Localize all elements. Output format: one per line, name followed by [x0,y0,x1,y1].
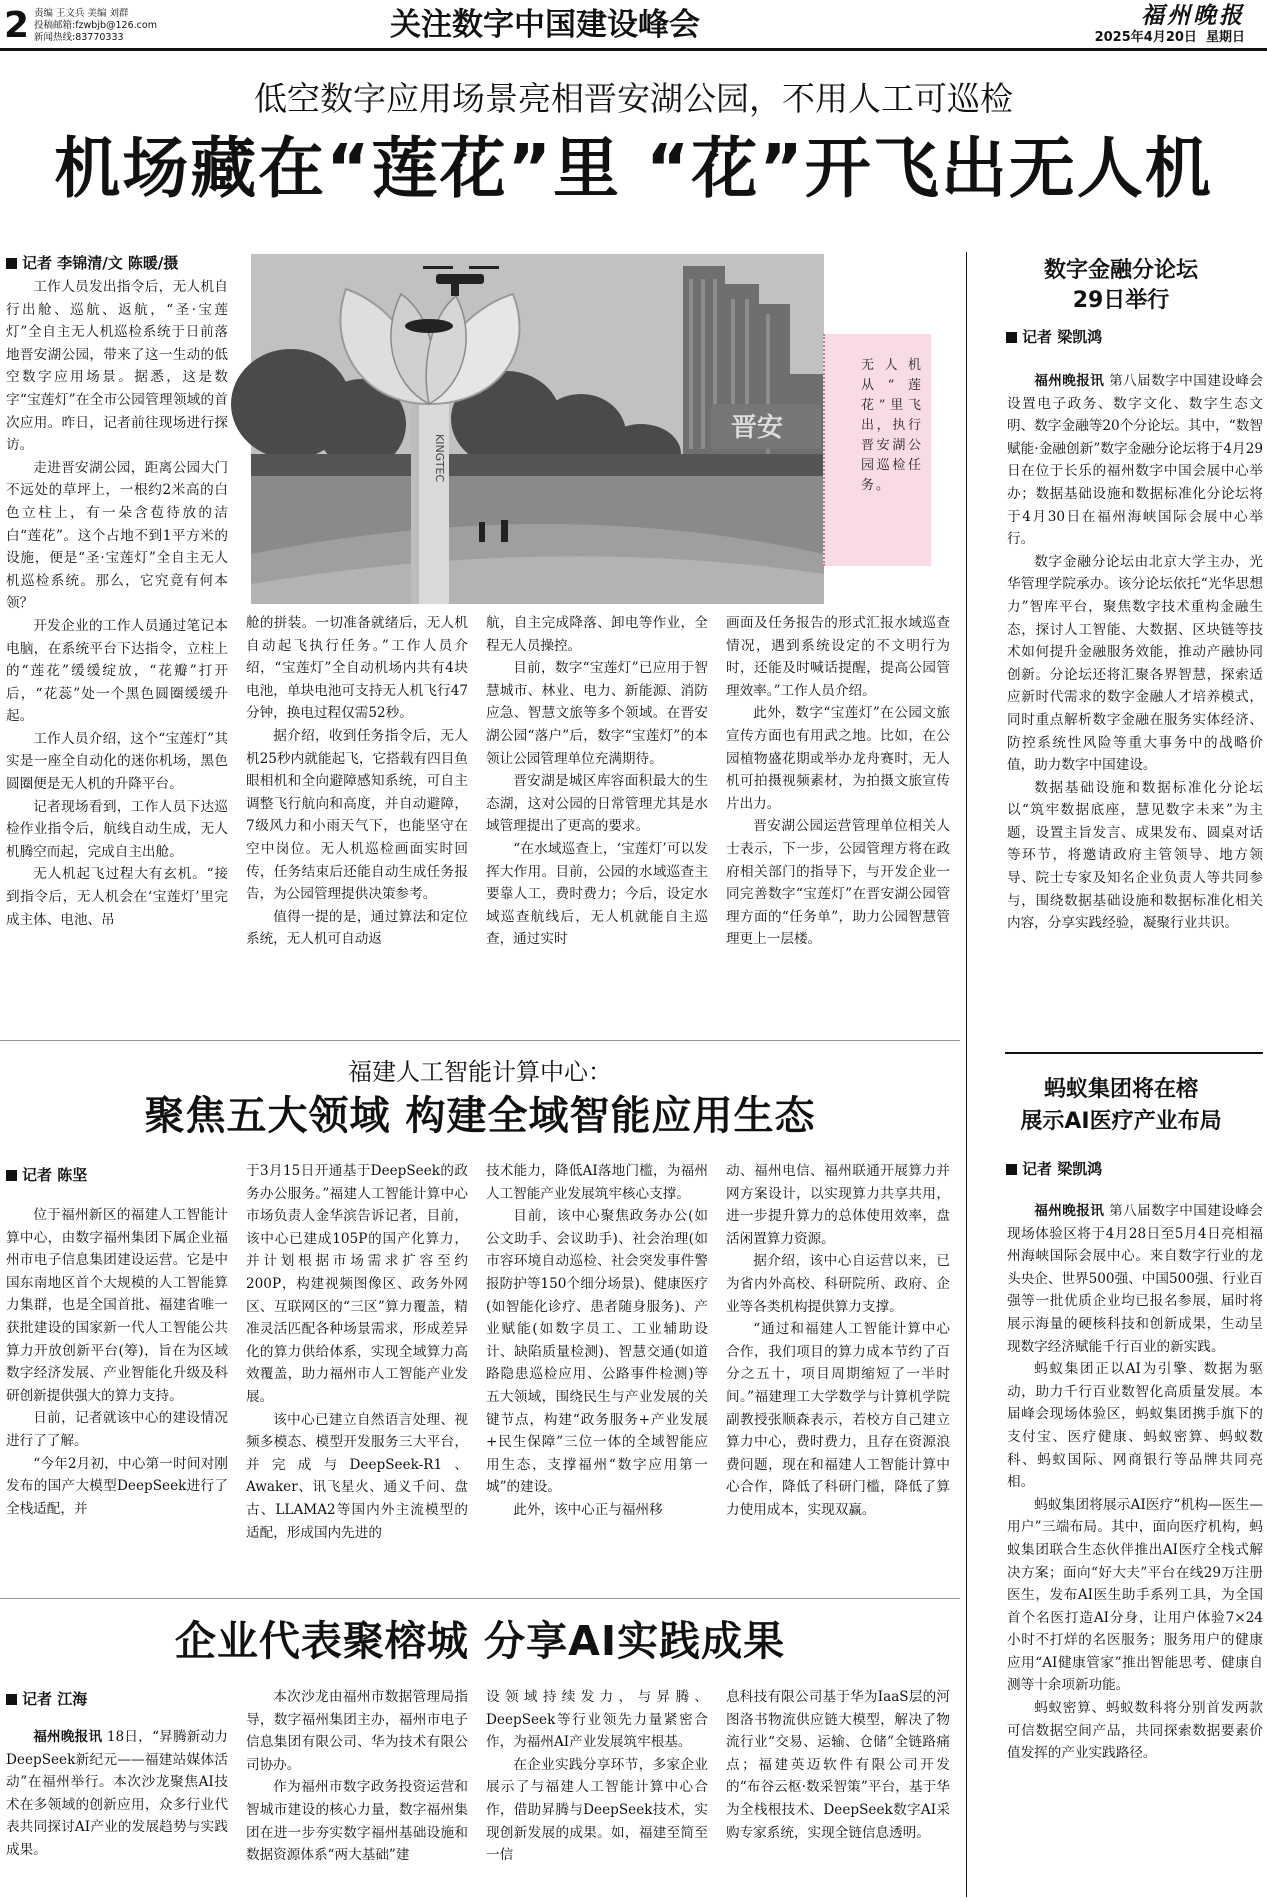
paragraph: 舱的拼装。一切准备就绪后，无人机自动起飞执行任务。”工作人员介绍，“宝莲灯”全自动机场内共有4块电池，单块电池可支持无人机飞行47分钟，换电过程仅需52秒。 [246,615,468,722]
sidebar2-headline [975,1074,1267,1138]
paragraph: 日前，记者就该中心的建设情况进行了了解。 [6,1410,228,1449]
weekday-text: 星期日 [1205,30,1245,45]
paragraph: 作为福州市数字政务投资运营和智城市建设的核心力量，数字福州集团在进一步夯实数字福州基础设施和数据资源体系“两大基础”建 [246,1779,468,1864]
article2-headline: 聚焦五大领域 构建全域智能应用生态 [144,1093,816,1139]
sidebar1-body [1007,370,1263,1038]
article3-col1 [6,1726,228,1896]
editors-line: 责编 王文兵 美编 刘群 [34,8,129,19]
paragraph: 技术能力，降低AI落地门槛，为福州人工智能产业发展筑牢核心支撑。 [486,1163,708,1202]
paragraph: 息科技有限公司基于华为IaaS层的河图洛书物流供应链大模型，解决了物流行业“交易、运输、仓储”全链路痛点；福建英迈软件有限公司开发的“布谷云枢·数采智策”平台，基于华为全栈根技术、DeepSeek数字AI采购专家系统，实现全链信息透明。 [726,1689,950,1841]
paragraph [1007,1200,1263,1358]
article2-byline [6,1164,87,1185]
date-text: 2025年4月20日 [1094,30,1197,45]
page-number: 2 [4,5,30,46]
article3-headline: 企业代表聚榕城 分享AI实践成果 [174,1617,786,1665]
sidebar2-headline-line2: 展示AI医疗产业布局 [1020,1109,1222,1134]
paragraph: “在水域巡查上，‘宝莲灯’可以发挥大作用。目前，公园的水域巡查主要靠人工，费时费力；今后，设定水域巡查航线后，无人机就能自主巡查，通过实时 [486,840,708,948]
byline-square [6,258,17,269]
lead-text: 第八届数字中国建设峰会现场体验区将于4月28日至5月4日亮相福州海峡国际会展中心。来自数字行业的龙头央企、世界500强、中国500强、行业百强等一批优质企业均已报名参展，届时将展示海量的硬核科技和创新成果，生动呈现数字经济赋能千行百业的新实践。 [1007,1203,1264,1355]
masthead-rule [0,48,1267,51]
paragraph [6,1726,228,1862]
paragraph: 此外，该中心正与福州移 [513,1501,663,1518]
byline-text: 记者 梁凯鸿 [1022,1160,1103,1178]
paragraph: 据介绍，收到任务指令后，无人机25秒内就能起飞，它搭载有四目鱼眼相机和全向避障感知系统，可自主调整飞行航向和高度，并自动避障，7级风力和小雨天气下，也能坚守在空中岗位。无人机巡检画面实时回传，任务结束后还能自动生成任务报告，为公园管理提供决策参考。 [246,727,468,903]
paragraph: 开发企业的工作人员通过笔记本电脑，在系统平台下达指令，立柱上的“莲花”缓缓绽放，“花瓣”打开后，“花蕊”处一个黑色圆圈缓缓升起。 [6,617,228,725]
paragraph: 据介绍，该中心自运营以来，已为省内外高校、科研院所、政府、企业等各类机构提供算力支撑。 [726,1253,950,1315]
paragraph: 蚂蚁密算、蚂蚁数科将分别首发两款可信数据空间产品，共同探索数据要素价值发挥的产业实践路径。 [1007,1700,1263,1762]
byline-square [1006,1164,1017,1175]
paragraph: 记者现场看到，工作人员下达巡检作业指令后，航线自动生成，无人机腾空而起，完成自主出舱。 [6,798,228,860]
column-rule [966,252,967,1897]
article1-byline [6,252,178,273]
paragraph: 目前，数字“宝莲灯”已应用于智慧城市、林业、电力、新能源、消防应急、智慧文旅等多个领域。在晋安湖公园“落户”后，数字“宝莲灯”的本领让公园管理单位充满期待。 [486,660,708,767]
paragraph: “今年2月初，中心第一时间对刚发布的国产大模型DeepSeek进行了全栈适配，并 [6,1455,228,1517]
paragraph: 晋安湖是城区库容面积最大的生态湖，这对公园的日常管理尤其是水域管理提出了更高的要求。 [486,773,708,835]
paragraph: 本次沙龙由福州市数据管理局指导，数字福州集团主办，福州市电子信息集团有限公司、华为技术有限公司协办。 [246,1689,468,1773]
lead-text: 18日，“昇腾新动力 DeepSeek新纪元——福建站媒体活动”在福州举行。本次沙龙聚焦AI技术在多领域的创新应用，众多行业代表共同探讨AI产业的发展趋势与实践成果。 [6,1729,229,1858]
lead-source: 福州晚报讯 [1034,1203,1105,1219]
paragraph: 晋安湖公园运营管理单位相关人士表示，下一步，公园管理方将在政府相关部门的指导下，与开发企业一同完善数字“宝莲灯”在晋安湖公园管理方面的“任务单”，助力公园智慧管理更上一层楼。 [726,818,950,948]
email-line: 投稿邮箱:fzwbjb@126.com [34,20,157,31]
svg-text:KINGTEC: KINGTEC [433,434,446,483]
paragraph: 值得一提的是，通过算法和定位系统，无人机可自动返 [246,908,468,948]
sidebar2-headline-line1: 蚂蚁集团将在榕 [1043,1077,1198,1102]
sidebar-divider [1005,1052,1263,1054]
article1-col1 [6,276,228,928]
paragraph [1007,370,1263,551]
article2-col4 [726,1160,950,1580]
paragraph: “通过和福建人工智能计算中心合作，我们项目的算力成本节约了百分之五十，项目周期缩短了一半时间。”福建理工大学数学与计算机学院副教授张顺森表示，若校方自己建立算力中心，费时费力，且存在资源浪费问题，现在和福建人工智能计算中心合作，降低了科研门槛，降低了算力使用成本，实现双赢。 [726,1321,950,1518]
paragraph: 位于福州新区的福建人工智能计算中心，由数字福州集团下属企业福州市电子信息集团建设运营。它是中国东南地区首个大规模的人工智能算力集群，也是全国首批、福建省唯一获批建设的国家新一代人工智能公共算力开放创新平台(筹)，旨在为区域数字经济发展、产业智能化升级及科研创新提供强大的算力支持。 [6,1207,228,1404]
paragraph: 数据基础设施和数据标准化分论坛以“筑牢数据底座，慧见数字未来”为主题，设置主旨发言、成果发布、圆桌对话等环节，将邀请政府主管领导、地方领导、院士专家及知名企业负责人等共同参与，围绕数据基础设施和数据标准化相关内容，分享实践经验，凝聚行业共识。 [1007,779,1263,932]
paragraph: 工作人员介绍，这个“宝莲灯”其实是一座全自动化的迷你机场，黑色圆圈便是无人机的升降平台。 [6,730,228,793]
landing-platform [405,319,453,333]
article3-top-rule [0,1598,960,1599]
article1-col4 [726,612,950,948]
byline-square [1006,332,1017,343]
article1-photo [251,254,824,604]
sidebar1-headline [975,256,1267,316]
byline-text: 记者 江海 [22,1690,88,1708]
section-title: 关注数字中国建设峰会 [390,7,700,43]
paragraph: 蚂蚁集团将展示AI医疗“机构—医生—用户”三端布局。其中，面向医疗机构，蚂蚁集团联合生态伙伴推出AI医疗全栈式解决方案；面向“好大夫”平台在线29万注册医生，发布AI医生助手系列工具，为全国首个名医打造AI分身，让用户体验7×24小时不打烊的名医服务；服务用户的健康应用“AI健康管家”推出智能思考、健康自测等十余项新功能。 [1007,1496,1263,1694]
paragraph: 走进晋安湖公园，距离公园大门不远处的草坪上，一根约2米高的白色立柱上，有一朵含苞待放的洁白“莲花”。这个占地不到1平方米的设施，便是“圣·宝莲灯”全自主无人机巡检系统。那么，它究竟有何本领？ [6,459,228,612]
paragraph: 工作人员发出指令后，无人机自行出舱、巡航、返航，“圣·宝莲灯”全自主无人机巡检系统于日前落地晋安湖公园，带来了这一生动的低空数字应用场景。据悉，这是数字“宝莲灯”在全市公园管理领域的首次应用。昨日，记者前往现场进行探访。 [6,279,228,454]
article2-col1 [6,1204,228,1580]
byline-text: 记者 李锦清/文 陈暖/摄 [22,254,179,272]
photo-caption-box [823,334,931,566]
byline-square [6,1170,17,1181]
lead-source: 福州晚报讯 [1034,373,1105,389]
paragraph: 于3月15日开通基于DeepSeek的政务办公服务。”福建人工智能计算中心市场负责人金华滨告诉记者，目前，该中心已建成105P的国产化算力，并计划根据市场需求扩容至约200P，构建视频图像区、政务外网区、互联网区的“三区”算力覆盖，精准灵活匹配各种场景需求，形成差异化的算力供给体系，实现全域算力高效覆盖，助力福州市人工智能产业发展。 [246,1163,468,1405]
article3-col2 [246,1686,468,1896]
photo-caption: 无人机从“莲花”里飞出，执行晋安湖公园巡检任务。 [861,358,923,493]
article2-col2 [246,1160,468,1580]
article1-col2 [246,612,468,948]
issue-date [1095,30,1245,46]
paragraph: 航，自主完成降落、卸电等作业，全程无人员操控。 [486,615,708,654]
article3-col3 [486,1686,708,1896]
article3-col4 [726,1686,950,1896]
paper-name-logo: 福州晚报 [1141,2,1245,29]
paragraph: 此外，数字“宝莲灯”在公园文旅宣传方面也有用武之地。比如，在公园植物盛花期或举办龙舟赛时，无人机可拍摄视频素材，为拍摄文旅宣传片出力。 [726,705,950,812]
article1-col3 [486,612,708,948]
byline-text: 记者 梁凯鸿 [1022,328,1103,346]
paragraph: 动、福州电信、福州联通开展算力并网方案设计，以实现算力共享共用，进一步提升算力的总体使用效率，盘活闲置算力资源。 [726,1163,950,1247]
article2-kicker: 福建人工智能计算中心： [348,1058,612,1086]
paragraph: 无人机起飞过程大有玄机。“接到指令后，无人机会在‘宝莲灯’里完成主体、电池、吊 [6,866,228,928]
article2-col3 [486,1160,708,1580]
hotline-line: 新闻热线:83770333 [34,32,124,43]
paragraph: 画面及任务报告的形式汇报水域巡查情况，遇到系统设定的不文明行为时，还能及时喊话提醒，提高公园管理效率。”工作人员介绍。 [726,615,950,699]
article1-kicker: 低空数字应用场景亮相晋安湖公园，不用人工可巡检 [254,79,1013,118]
paragraph: 数字金融分论坛由北京大学主办，光华管理学院承办。该分论坛依托“光华思想力”智库平台，聚焦数字技术重构金融生态，探讨人工智能、大数据、区块链等技术如何提升金融服务效能，推动产融协同创新。分论坛还将汇聚各界智慧，探索适应新时代需求的数字金融人才培养模式，同时重点解析数字金融在服务实体经济、防控系统性风险等重大事务中的战略价值，助力数字中国建设。 [1007,553,1263,774]
paragraph: 在企业实践分享环节，多家企业展示了与福建人工智能计算中心合作，借助昇腾与DeepSeek技术，实现创新发展的成果。如，福建至简至一信 [486,1756,708,1864]
sidebar1-headline-line2: 29日举行 [1072,288,1170,313]
sidebar1-headline-line1: 数字金融分论坛 [1043,258,1198,283]
paragraph: 目前，该中心聚焦政务办公(如公文助手、会议助手)、社会治理(如市容环境自动巡检、社会突发事件警报防护等150个细分场景)、健康医疗(如智能化诊疗、患者随身服务)、产业赋能(如数字员工、工业辅助设计、缺陷质量检测)、智慧交通(如道路隐患巡检应用、公路事件检测)等五大领域，围绕民生与产业发展的关键节点，构建“政务服务+产业发展+民生保障”三位一体的全域智能应用生态，支撑福州“数字应用第一城”的建设。 [486,1208,708,1496]
article2-top-rule [0,1040,960,1041]
paragraph: 蚂蚁集团正以AI为引擎、数据为驱动，助力千行百业数智化高质量发展。本届峰会现场体验区，蚂蚁集团携手旗下的支付宝、医疗健康、蚂蚁密算、蚂蚁数科、蚂蚁国际、网商银行等品牌共同亮相。 [1007,1361,1263,1491]
lead-source: 福州晚报讯 [33,1729,103,1745]
byline-text: 记者 陈坚 [22,1166,88,1184]
paragraph: 该中心已建立自然语言处理、视频多模态、模型开发服务三大平台，并完成与DeepSeek-R1、Awaker、讯飞星火、通义千问、盘古、LLAMA2等国内外主流模型的适配，形成国内先进的 [246,1411,468,1541]
article3-byline [6,1688,87,1709]
lotus-drone-photo [251,254,824,604]
svg-text:晋安: 晋安 [731,413,784,443]
lead-text: 第八届数字中国建设峰会设置电子政务、数字文化、数字生态文明、数字金融等20个分论坛。其中，“数智赋能·金融创新”数字金融分论坛将于4月29日在位于长乐的福州数字中国会展中心举办；数据基础设施和数据标准化分论坛将于4月30日在福州海峡国际会展中心举行。 [1007,373,1264,548]
byline-square [6,1694,17,1705]
paragraph: 设领域持续发力，与昇腾、DeepSeek等行业领先力量紧密合作，为福州AI产业发展筑牢根基。 [486,1689,708,1751]
sidebar2-byline [1006,1158,1102,1179]
sidebar2-body [1007,1200,1263,1896]
article1-headline: 机场藏在“莲花”里 “花”开飞出无人机 [54,130,1213,207]
sidebar1-byline [1006,326,1102,347]
